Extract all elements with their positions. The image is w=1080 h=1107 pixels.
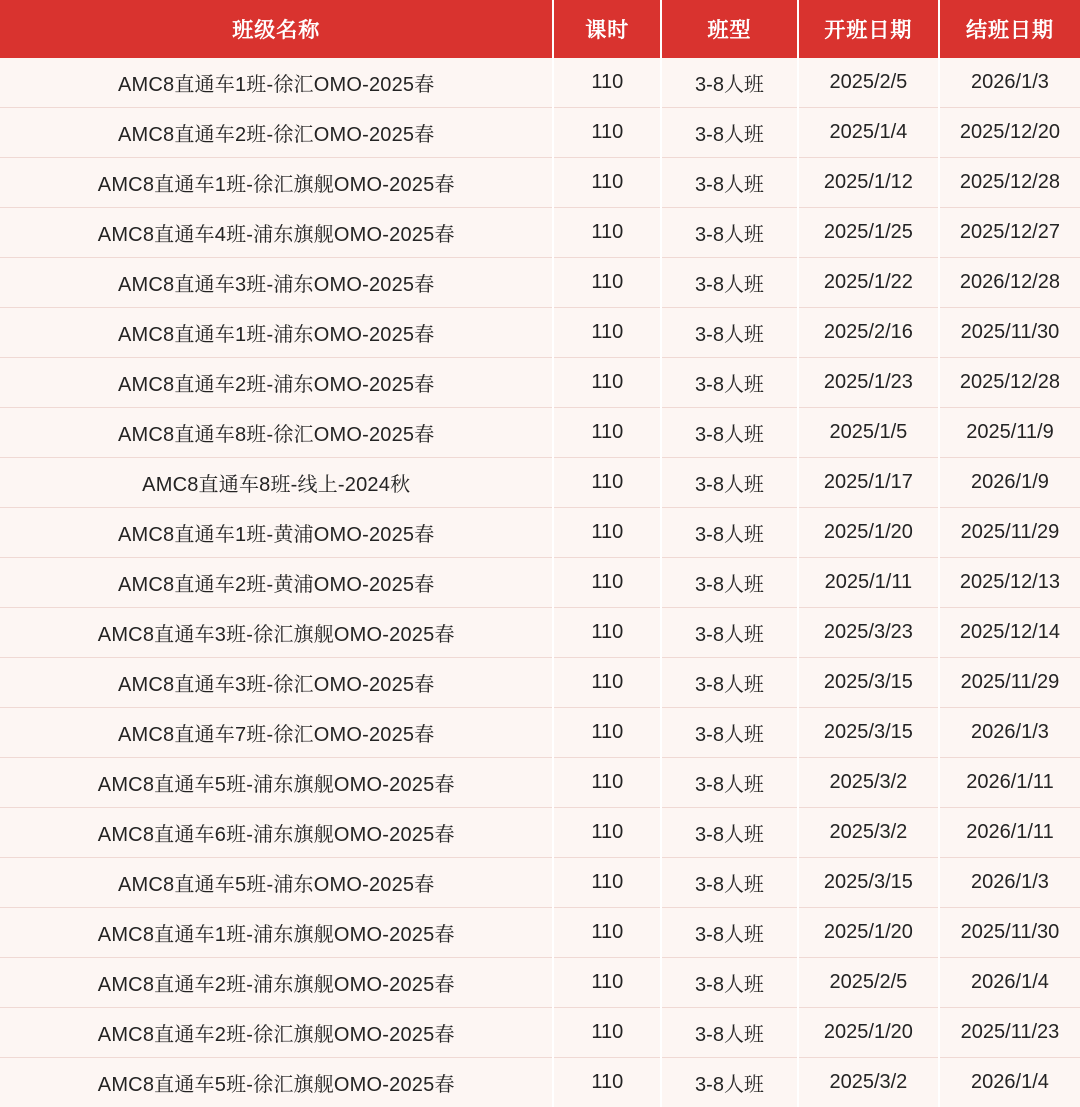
cell-class-type: 3-8人班 bbox=[661, 708, 798, 758]
table-row bbox=[0, 58, 1080, 108]
cell-class-type: 3-8人班 bbox=[661, 358, 798, 408]
cell-end-date: 2025/11/29 bbox=[939, 658, 1080, 708]
column-header-start-date: 开班日期 bbox=[798, 0, 939, 58]
cell-hours: 110 bbox=[553, 858, 661, 908]
cell-hours: 110 bbox=[553, 908, 661, 958]
cell-start-date: 2025/3/23 bbox=[798, 608, 939, 658]
table-row bbox=[0, 958, 1080, 1008]
cell-hours: 110 bbox=[553, 608, 661, 658]
cell-class-name: AMC8直通车1班-黄浦OMO-2025春 bbox=[0, 508, 553, 558]
cell-class-type: 3-8人班 bbox=[661, 158, 798, 208]
cell-class-type: 3-8人班 bbox=[661, 58, 798, 108]
cell-start-date: 2025/1/4 bbox=[798, 108, 939, 158]
table-row bbox=[0, 458, 1080, 508]
cell-hours: 110 bbox=[553, 1008, 661, 1058]
column-header-hours: 课时 bbox=[553, 0, 661, 58]
cell-hours: 110 bbox=[553, 208, 661, 258]
table-header-row bbox=[0, 0, 1080, 58]
cell-end-date: 2025/11/30 bbox=[939, 908, 1080, 958]
cell-end-date: 2025/12/13 bbox=[939, 558, 1080, 608]
table-row bbox=[0, 358, 1080, 408]
cell-end-date: 2026/1/4 bbox=[939, 958, 1080, 1008]
cell-hours: 110 bbox=[553, 808, 661, 858]
cell-end-date: 2025/12/27 bbox=[939, 208, 1080, 258]
table-row bbox=[0, 908, 1080, 958]
cell-class-type: 3-8人班 bbox=[661, 558, 798, 608]
table-row bbox=[0, 1058, 1080, 1107]
table-row bbox=[0, 558, 1080, 608]
table-row bbox=[0, 408, 1080, 458]
cell-hours: 110 bbox=[553, 508, 661, 558]
cell-end-date: 2026/1/11 bbox=[939, 808, 1080, 858]
cell-class-name: AMC8直通车2班-浦东OMO-2025春 bbox=[0, 358, 553, 408]
table-row bbox=[0, 758, 1080, 808]
cell-class-type: 3-8人班 bbox=[661, 408, 798, 458]
cell-end-date: 2026/1/3 bbox=[939, 708, 1080, 758]
cell-start-date: 2025/3/15 bbox=[798, 658, 939, 708]
table-row bbox=[0, 858, 1080, 908]
cell-class-type: 3-8人班 bbox=[661, 608, 798, 658]
cell-start-date: 2025/1/22 bbox=[798, 258, 939, 308]
table-body bbox=[0, 58, 1080, 1107]
cell-end-date: 2025/11/29 bbox=[939, 508, 1080, 558]
cell-class-name: AMC8直通车5班-徐汇旗舰OMO-2025春 bbox=[0, 1058, 553, 1107]
column-header-class-type: 班型 bbox=[661, 0, 798, 58]
cell-class-name: AMC8直通车2班-徐汇旗舰OMO-2025春 bbox=[0, 1008, 553, 1058]
table-row bbox=[0, 708, 1080, 758]
column-header-class-name: 班级名称 bbox=[0, 0, 553, 58]
cell-start-date: 2025/1/23 bbox=[798, 358, 939, 408]
cell-end-date: 2026/1/4 bbox=[939, 1058, 1080, 1107]
table-row bbox=[0, 608, 1080, 658]
cell-start-date: 2025/1/5 bbox=[798, 408, 939, 458]
cell-start-date: 2025/3/2 bbox=[798, 808, 939, 858]
cell-start-date: 2025/1/25 bbox=[798, 208, 939, 258]
cell-start-date: 2025/2/5 bbox=[798, 958, 939, 1008]
cell-end-date: 2025/11/9 bbox=[939, 408, 1080, 458]
column-header-end-date: 结班日期 bbox=[939, 0, 1080, 58]
cell-class-name: AMC8直通车1班-浦东旗舰OMO-2025春 bbox=[0, 908, 553, 958]
table-row bbox=[0, 108, 1080, 158]
cell-class-type: 3-8人班 bbox=[661, 758, 798, 808]
cell-hours: 110 bbox=[553, 708, 661, 758]
cell-hours: 110 bbox=[553, 1058, 661, 1107]
table-row bbox=[0, 1008, 1080, 1058]
cell-class-name: AMC8直通车5班-浦东旗舰OMO-2025春 bbox=[0, 758, 553, 808]
cell-hours: 110 bbox=[553, 658, 661, 708]
cell-class-type: 3-8人班 bbox=[661, 808, 798, 858]
cell-start-date: 2025/3/15 bbox=[798, 708, 939, 758]
cell-end-date: 2026/1/3 bbox=[939, 858, 1080, 908]
table-row bbox=[0, 208, 1080, 258]
cell-class-type: 3-8人班 bbox=[661, 458, 798, 508]
cell-class-type: 3-8人班 bbox=[661, 1008, 798, 1058]
cell-start-date: 2025/1/12 bbox=[798, 158, 939, 208]
cell-class-name: AMC8直通车1班-徐汇旗舰OMO-2025春 bbox=[0, 158, 553, 208]
cell-hours: 110 bbox=[553, 408, 661, 458]
cell-hours: 110 bbox=[553, 158, 661, 208]
table-row bbox=[0, 308, 1080, 358]
cell-class-type: 3-8人班 bbox=[661, 958, 798, 1008]
table-row bbox=[0, 258, 1080, 308]
cell-start-date: 2025/1/11 bbox=[798, 558, 939, 608]
cell-class-type: 3-8人班 bbox=[661, 658, 798, 708]
cell-end-date: 2025/11/23 bbox=[939, 1008, 1080, 1058]
cell-end-date: 2025/12/14 bbox=[939, 608, 1080, 658]
table-row bbox=[0, 658, 1080, 708]
cell-end-date: 2026/1/11 bbox=[939, 758, 1080, 808]
cell-hours: 110 bbox=[553, 558, 661, 608]
cell-class-name: AMC8直通车3班-浦东OMO-2025春 bbox=[0, 258, 553, 308]
cell-start-date: 2025/3/15 bbox=[798, 858, 939, 908]
cell-hours: 110 bbox=[553, 458, 661, 508]
cell-hours: 110 bbox=[553, 958, 661, 1008]
cell-hours: 110 bbox=[553, 58, 661, 108]
cell-hours: 110 bbox=[553, 258, 661, 308]
table-header bbox=[0, 0, 1080, 58]
cell-class-name: AMC8直通车7班-徐汇OMO-2025春 bbox=[0, 708, 553, 758]
cell-class-type: 3-8人班 bbox=[661, 308, 798, 358]
cell-class-type: 3-8人班 bbox=[661, 1058, 798, 1107]
cell-class-type: 3-8人班 bbox=[661, 858, 798, 908]
cell-class-name: AMC8直通车8班-线上-2024秋 bbox=[0, 458, 553, 508]
table-row bbox=[0, 158, 1080, 208]
cell-class-name: AMC8直通车3班-徐汇OMO-2025春 bbox=[0, 658, 553, 708]
cell-start-date: 2025/1/20 bbox=[798, 1008, 939, 1058]
cell-start-date: 2025/1/17 bbox=[798, 458, 939, 508]
cell-class-name: AMC8直通车3班-徐汇旗舰OMO-2025春 bbox=[0, 608, 553, 658]
cell-end-date: 2026/12/28 bbox=[939, 258, 1080, 308]
cell-class-name: AMC8直通车2班-黄浦OMO-2025春 bbox=[0, 558, 553, 608]
cell-start-date: 2025/3/2 bbox=[798, 758, 939, 808]
cell-class-name: AMC8直通车8班-徐汇OMO-2025春 bbox=[0, 408, 553, 458]
cell-class-type: 3-8人班 bbox=[661, 258, 798, 308]
cell-class-type: 3-8人班 bbox=[661, 208, 798, 258]
cell-class-name: AMC8直通车6班-浦东旗舰OMO-2025春 bbox=[0, 808, 553, 858]
cell-class-name: AMC8直通车1班-浦东OMO-2025春 bbox=[0, 308, 553, 358]
cell-end-date: 2026/1/9 bbox=[939, 458, 1080, 508]
cell-hours: 110 bbox=[553, 758, 661, 808]
cell-hours: 110 bbox=[553, 308, 661, 358]
cell-class-name: AMC8直通车4班-浦东旗舰OMO-2025春 bbox=[0, 208, 553, 258]
cell-class-type: 3-8人班 bbox=[661, 508, 798, 558]
cell-class-name: AMC8直通车2班-徐汇OMO-2025春 bbox=[0, 108, 553, 158]
cell-start-date: 2025/3/2 bbox=[798, 1058, 939, 1107]
cell-start-date: 2025/1/20 bbox=[798, 508, 939, 558]
cell-end-date: 2025/11/30 bbox=[939, 308, 1080, 358]
cell-end-date: 2025/12/28 bbox=[939, 358, 1080, 408]
cell-end-date: 2026/1/3 bbox=[939, 58, 1080, 108]
cell-start-date: 2025/1/20 bbox=[798, 908, 939, 958]
cell-end-date: 2025/12/20 bbox=[939, 108, 1080, 158]
cell-class-name: AMC8直通车1班-徐汇OMO-2025春 bbox=[0, 58, 553, 108]
table-row bbox=[0, 808, 1080, 858]
cell-end-date: 2025/12/28 bbox=[939, 158, 1080, 208]
cell-start-date: 2025/2/5 bbox=[798, 58, 939, 108]
cell-class-name: AMC8直通车2班-浦东旗舰OMO-2025春 bbox=[0, 958, 553, 1008]
cell-class-type: 3-8人班 bbox=[661, 908, 798, 958]
cell-start-date: 2025/2/16 bbox=[798, 308, 939, 358]
cell-class-type: 3-8人班 bbox=[661, 108, 798, 158]
cell-class-name: AMC8直通车5班-浦东OMO-2025春 bbox=[0, 858, 553, 908]
cell-hours: 110 bbox=[553, 108, 661, 158]
table-row bbox=[0, 508, 1080, 558]
cell-hours: 110 bbox=[553, 358, 661, 408]
